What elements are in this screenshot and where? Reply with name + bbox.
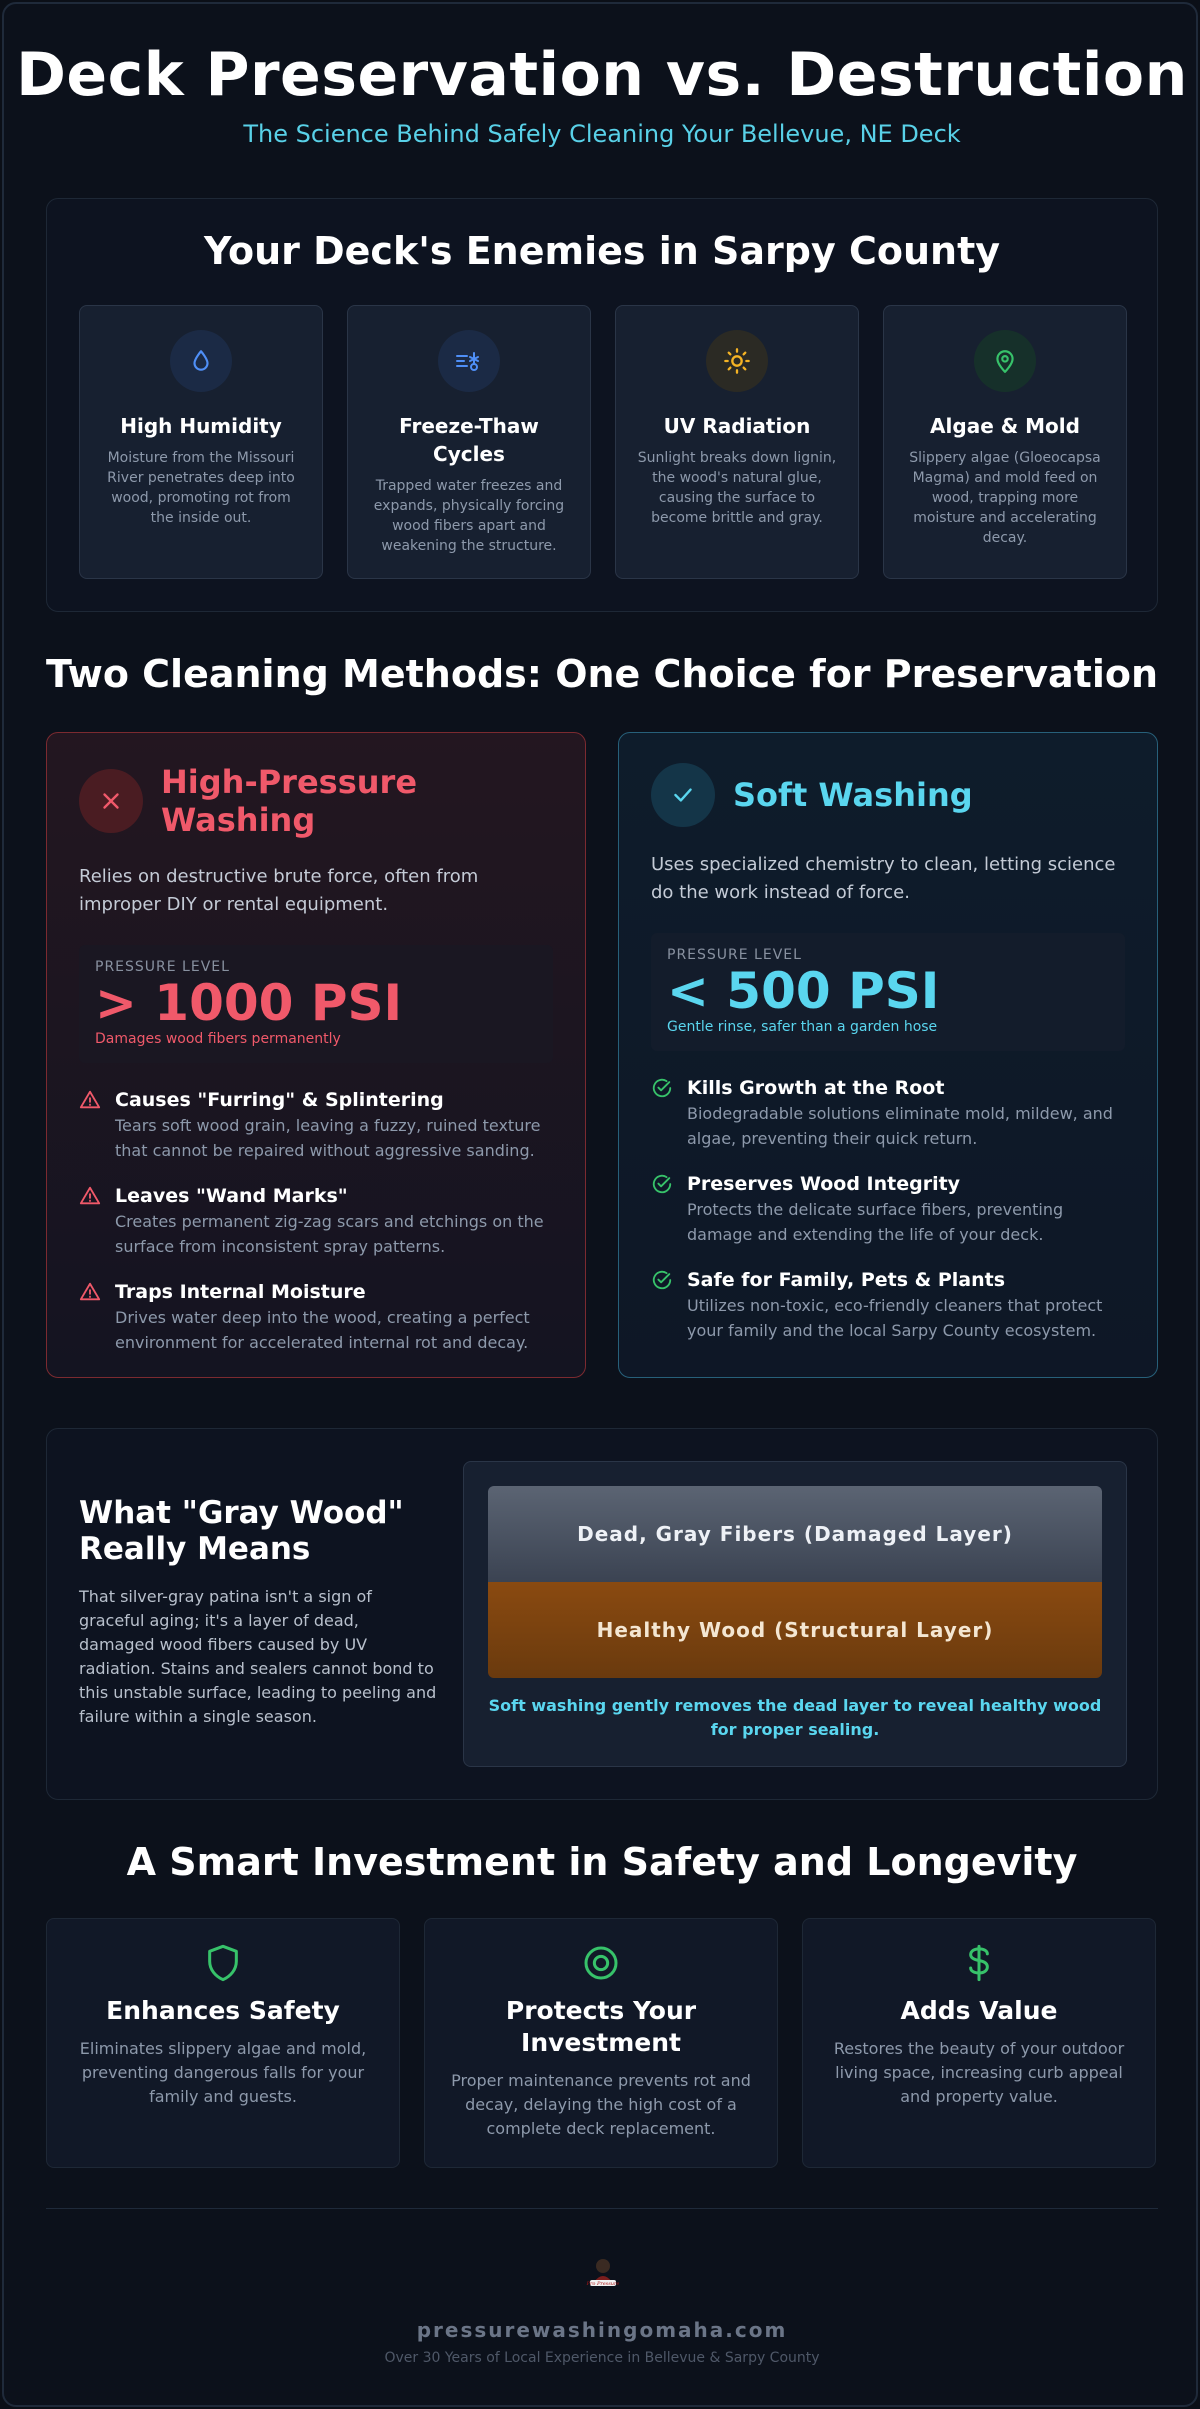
warning-icon	[79, 1089, 101, 1163]
investment-title: Enhances Safety	[106, 1996, 340, 2025]
psi-value: < 500 PSI	[667, 962, 940, 1020]
footer-divider	[46, 2208, 1158, 2209]
check-circle-icon	[651, 1173, 673, 1247]
point-desc: Tears soft wood grain, leaving a fuzzy, ruined texture that cannot be repaired without aggressive sanding.	[115, 1116, 541, 1160]
dollar-icon	[959, 1943, 999, 1983]
method-title: Soft Washing	[733, 776, 973, 814]
enemy-card-freeze-thaw	[347, 305, 591, 579]
warning-icon	[79, 1281, 101, 1355]
psi-box	[651, 933, 1125, 1051]
list-item	[651, 1171, 1125, 1247]
enemies-section	[46, 198, 1158, 612]
list-item	[79, 1183, 553, 1259]
enemy-card-uv	[615, 305, 859, 579]
enemy-title: Freeze-Thaw Cycles	[399, 414, 539, 466]
enemy-desc: Trapped water freezes and expands, physically forcing wood fibers apart and weakening the structure.	[373, 478, 565, 554]
warning-icon	[79, 1185, 101, 1259]
list-item	[79, 1087, 553, 1163]
sun-icon	[706, 330, 768, 392]
point-desc: Utilizes non-toxic, eco-friendly cleaners that protect your family and the local Sarpy County ecosystem.	[687, 1296, 1103, 1340]
point-desc: Protects the delicate surface fibers, preventing damage and extending the life of your deck.	[687, 1200, 1064, 1244]
svg-text:Pro Pressure: Pro Pressure	[586, 2281, 620, 2287]
investment-title: Protects Your Investment	[505, 1996, 697, 2057]
list-item	[79, 1279, 553, 1355]
check-circle-icon	[651, 1269, 673, 1343]
psi-note: Damages wood fibers permanently	[95, 1031, 341, 1047]
point-title: Leaves "Wand Marks"	[115, 1185, 348, 1207]
investment-desc: Proper maintenance prevents rot and decay, delaying the high cost of a complete deck replacement.	[451, 2071, 751, 2138]
pressure-washing-card	[46, 732, 586, 1378]
thermometer-snow-icon	[438, 330, 500, 392]
enemy-desc: Slippery algae (Gloeocapsa Magma) and mold feed on wood, trapping more moisture and accelerating decay.	[909, 450, 1101, 546]
footer-note: Over 30 Years of Local Experience in Bellevue & Sarpy County	[384, 2350, 820, 2366]
soft-washing-card	[618, 732, 1158, 1378]
investment-title: Adds Value	[900, 1996, 1058, 2025]
gray-wood-section	[46, 1428, 1158, 1800]
investment-desc: Restores the beauty of your outdoor living space, increasing curb appeal and property value.	[833, 2039, 1125, 2106]
investment-card-value	[802, 1918, 1156, 2168]
gray-wood-text: That silver-gray patina isn't a sign of graceful aging; it's a layer of dead, damaged wood fibers caused by UV radiation. Stains and sealers cannot bond to this unstable surface, leading to peeling and failure within a single season.	[79, 1587, 437, 1726]
enemy-title: Algae & Mold	[930, 414, 1080, 438]
enemy-card-algae	[883, 305, 1127, 579]
point-title: Traps Internal Moisture	[115, 1281, 366, 1303]
point-title: Safe for Family, Pets & Plants	[687, 1269, 1006, 1291]
method-intro: Uses specialized chemistry to clean, letting science do the work instead of force.	[651, 854, 1116, 903]
target-icon	[581, 1943, 621, 1983]
investment-card-protect	[424, 1918, 778, 2168]
check-icon	[651, 763, 715, 827]
droplet-icon	[170, 330, 232, 392]
dead-layer: Dead, Gray Fibers (Damaged Layer)	[488, 1486, 1102, 1582]
method-title: High-Pressure Washing	[161, 763, 418, 839]
enemy-desc: Sunlight breaks down lignin, the wood's natural glue, causing the surface to become brittle and gray.	[637, 450, 837, 526]
wood-layer-diagram	[463, 1461, 1127, 1767]
enemy-card-humidity	[79, 305, 323, 579]
healthy-layer: Healthy Wood (Structural Layer)	[488, 1582, 1102, 1678]
enemy-title: UV Radiation	[663, 414, 811, 438]
point-title: Causes "Furring" & Splintering	[115, 1089, 444, 1111]
check-circle-icon	[651, 1077, 673, 1151]
psi-box	[79, 945, 553, 1063]
infographic-frame	[2, 2, 1198, 2407]
footer-url[interactable]: pressurewashingomaha.com	[416, 2318, 788, 2342]
list-item	[651, 1075, 1125, 1151]
psi-label: PRESSURE LEVEL	[95, 959, 230, 975]
psi-value: > 1000 PSI	[95, 974, 403, 1032]
shield-icon	[203, 1943, 243, 1983]
point-title: Kills Growth at the Root	[687, 1077, 945, 1099]
psi-label: PRESSURE LEVEL	[667, 947, 802, 963]
diagram-caption: Soft washing gently removes the dead layer to reveal healthy wood for proper sealing.	[488, 1696, 1102, 1739]
page-subtitle: The Science Behind Safely Cleaning Your Bellevue, NE Deck	[243, 120, 961, 148]
investment-card-safety	[46, 1918, 400, 2168]
point-desc: Creates permanent zig-zag scars and etchings on the surface from inconsistent spray patterns.	[115, 1212, 544, 1256]
psi-note: Gentle rinse, safer than a garden hose	[667, 1019, 938, 1035]
investment-heading: A Smart Investment in Safety and Longevity	[126, 1840, 1078, 1884]
point-desc: Drives water deep into the wood, creating a perfect environment for accelerated internal rot and decay.	[115, 1308, 530, 1352]
gray-wood-title: What "Gray Wood" Really Means	[79, 1495, 404, 1567]
methods-heading: Two Cleaning Methods: One Choice for Preservation	[45, 652, 1159, 696]
enemy-title: High Humidity	[120, 414, 282, 438]
list-item	[651, 1267, 1125, 1343]
method-intro: Relies on destructive brute force, often from improper DIY or rental equipment.	[79, 866, 479, 915]
investment-desc: Eliminates slippery algae and mold, preventing dangerous falls for your family and guests.	[79, 2039, 367, 2106]
map-pin-icon	[974, 330, 1036, 392]
enemy-desc: Moisture from the Missouri River penetrates deep into wood, promoting rot from the inside out.	[107, 450, 295, 526]
company-logo	[582, 2252, 624, 2294]
close-icon	[79, 769, 143, 833]
point-desc: Biodegradable solutions eliminate mold, mildew, and algae, preventing their quick return.	[687, 1104, 1113, 1148]
page-title: Deck Preservation vs. Destruction	[16, 40, 1188, 110]
enemies-heading: Your Deck's Enemies in Sarpy County	[203, 229, 1001, 273]
point-title: Preserves Wood Integrity	[687, 1173, 961, 1195]
